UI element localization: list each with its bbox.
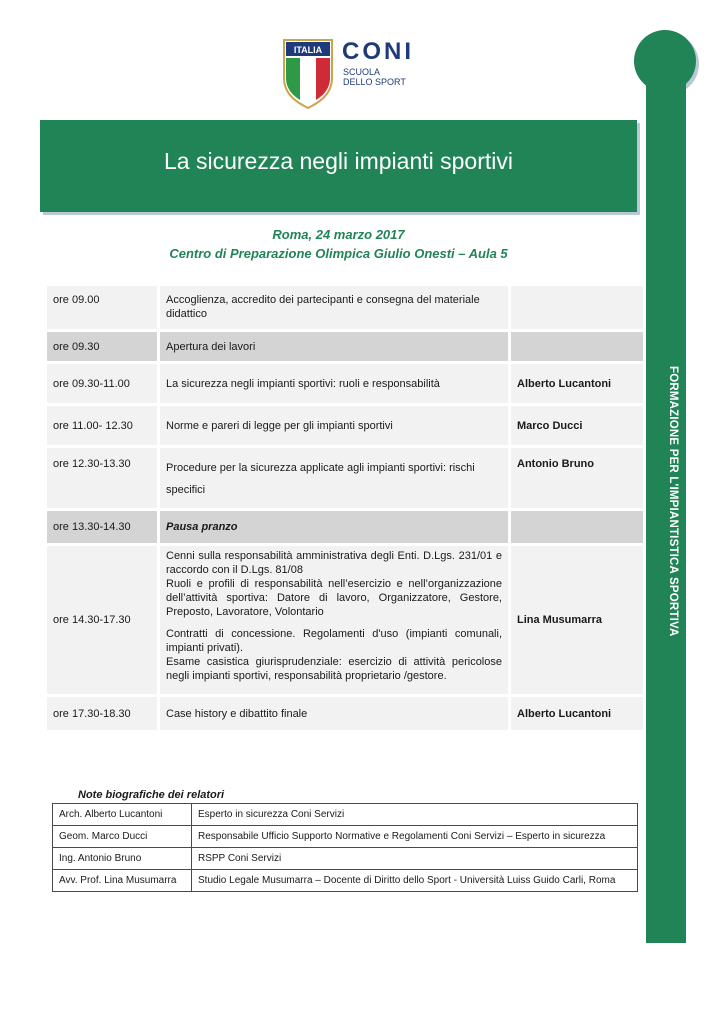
- agenda-time: ore 13.30-14.30: [47, 511, 157, 543]
- bio-role: Studio Legale Musumarra – Docente di Diritto dello Sport - Università Luiss Guido Carli, Roma: [192, 870, 638, 892]
- side-label: FORMAZIONE PER L'IMPIANTISTICA SPORTIVA: [667, 366, 679, 637]
- agenda-topic: Norme e pareri di legge per gli impianti sportivi: [160, 406, 508, 445]
- agenda-speaker: [511, 332, 643, 361]
- agenda-row: [47, 332, 643, 361]
- bio-table: [52, 803, 638, 892]
- agenda-time: ore 14.30-17.30: [47, 546, 157, 694]
- bio-section-title: Note biografiche dei relatori: [78, 789, 225, 801]
- bio-name: Ing. Antonio Bruno: [53, 848, 192, 870]
- agenda-topic: Pausa pranzo: [160, 511, 508, 543]
- agenda-speaker: Alberto Lucantoni: [511, 364, 643, 403]
- brand-subtitle-line1: SCUOLA: [343, 67, 381, 77]
- bio-name: Avv. Prof. Lina Musumarra: [53, 870, 192, 892]
- agenda-table: [47, 286, 643, 733]
- brand-subtitle-line2: DELLO SPORT: [343, 77, 406, 87]
- bio-row: [53, 848, 638, 870]
- svg-text:ITALIA: ITALIA: [293, 45, 323, 55]
- agenda-row: [47, 286, 643, 329]
- bio-row: [53, 870, 638, 892]
- agenda-topic: [160, 546, 508, 694]
- agenda-topic: Accoglienza, accredito dei partecipanti e consegna del materiale didattico: [160, 286, 508, 329]
- coni-logo: [282, 38, 432, 112]
- agenda-time: ore 09.30: [47, 332, 157, 361]
- bio-name: Geom. Marco Ducci: [53, 826, 192, 848]
- agenda-row: [47, 406, 643, 445]
- bio-row: [53, 826, 638, 848]
- agenda-time: ore 11.00- 12.30: [47, 406, 157, 445]
- agenda-topic: Apertura dei lavori: [160, 332, 508, 361]
- agenda-topic: La sicurezza negli impianti sportivi: ruoli e responsabilità: [160, 364, 508, 403]
- page-title: La sicurezza negli impianti sportivi: [164, 148, 513, 174]
- agenda-speaker: Lina Musumarra: [511, 546, 643, 694]
- agenda-topic: Case history e dibattito finale: [160, 697, 508, 730]
- bio-name: Arch. Alberto Lucantoni: [53, 804, 192, 826]
- bio-role: Esperto in sicurezza Coni Servizi: [192, 804, 638, 826]
- agenda-speaker: [511, 511, 643, 543]
- agenda-time: ore 09.00: [47, 286, 157, 329]
- agenda-row: [47, 546, 643, 694]
- italia-shield-icon: [282, 38, 334, 110]
- agenda-row: [47, 364, 643, 403]
- agenda-topic-paragraph: Esame casistica giurisprudenziale: esercizio di attività pericolose negli impianti sportivi, responsabilità proprietario /gestore.: [166, 656, 502, 682]
- bio-role: Responsabile Ufficio Supporto Normative e Regolamenti Coni Servizi – Esperto in sicurezza: [192, 826, 638, 848]
- agenda-speaker: Alberto Lucantoni: [511, 697, 643, 730]
- bio-role: RSPP Coni Servizi: [192, 848, 638, 870]
- brand-name: CONI: [342, 38, 414, 65]
- agenda-time: ore 17.30-18.30: [47, 697, 157, 730]
- agenda-time: ore 09.30-11.00: [47, 364, 157, 403]
- brand-subtitle: [343, 67, 433, 87]
- agenda-topic-paragraph: Ruoli e profili di responsabilità nell’esercizio e nell’organizzazione dell’attività sportiva: Datore di lavoro, Organizzatore, Gestore, Preposto, Lavoratore, Volontario: [166, 578, 502, 618]
- bio-row: [53, 804, 638, 826]
- agenda-time: ore 12.30-13.30: [47, 448, 157, 508]
- agenda-speaker: [511, 286, 643, 329]
- agenda-row: [47, 448, 643, 508]
- agenda-topic: Procedure per la sicurezza applicate agli impianti sportivi: rischi specifici: [160, 448, 508, 508]
- event-date: Roma, 24 marzo 2017: [272, 227, 405, 242]
- agenda-row: [47, 697, 643, 730]
- agenda-row: [47, 511, 643, 543]
- agenda-speaker: Antonio Bruno: [511, 448, 643, 508]
- agenda-topic-paragraph: Cenni sulla responsabilità amministrativa degli Enti. D.Lgs. 231/01 e raccordo con il D.Lgs. 81/08: [166, 550, 502, 576]
- event-location: Centro di Preparazione Olimpica Giulio Onesti – Aula 5: [169, 246, 508, 261]
- agenda-speaker: Marco Ducci: [511, 406, 643, 445]
- title-banner: [40, 120, 637, 212]
- agenda-topic-paragraph: Contratti di concessione. Regolamenti d'uso (impianti comunali, impianti privati).: [166, 628, 502, 654]
